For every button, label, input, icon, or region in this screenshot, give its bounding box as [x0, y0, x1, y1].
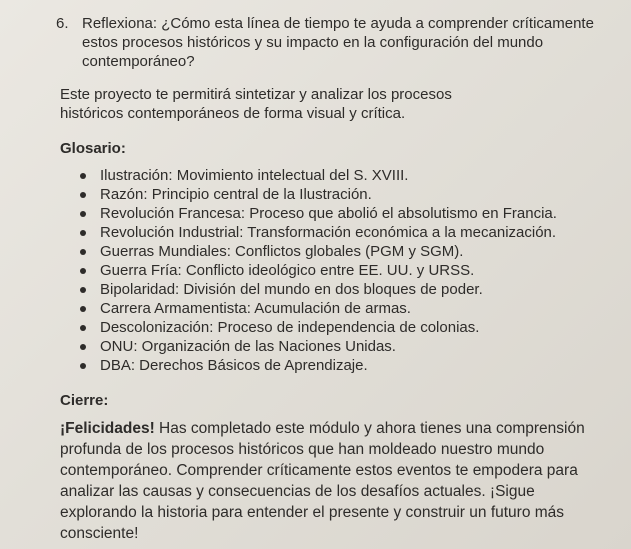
- question-text: Reflexiona: ¿Cómo esta línea de tiempo te ayuda a comprender críticamente estos procesos históricos y su impacto en la configuración del mundo contemporáneo?: [82, 15, 594, 70]
- bullet-icon: [80, 363, 86, 369]
- glossary-item: Revolución Industrial: Transformación económica a la mecanización.: [92, 223, 611, 242]
- glossary-item: Guerra Fría: Conflicto ideológico entre EE. UU. y URSS.: [92, 261, 611, 280]
- glossary-list: [56, 166, 611, 375]
- bullet-icon: [80, 249, 86, 255]
- glossary-item: Ilustración: Movimiento intelectual del S. XVIII.: [92, 166, 611, 185]
- bullet-icon: [80, 211, 86, 217]
- glossary-item: Razón: Principio central de la Ilustración.: [92, 185, 611, 204]
- glossary-item: DBA: Derechos Básicos de Aprendizaje.: [92, 356, 611, 375]
- question-number: 6.: [56, 15, 69, 32]
- bullet-icon: [80, 287, 86, 293]
- glossary-heading: Glosario:: [60, 140, 126, 157]
- closing-paragraph: [60, 418, 600, 544]
- bullet-icon: [80, 325, 86, 331]
- bullet-icon: [80, 306, 86, 312]
- bullet-icon: [80, 230, 86, 236]
- bullet-icon: [80, 268, 86, 274]
- closing-text: Has completado este módulo y ahora tienes una comprensión profunda de los procesos históricos que han moldeado nuestro mundo contemporáneo. Comprender críticamente estos eventos te empodera para analizar las causas y consecuencias de los desafíos actuales. ¡Sigue explorando la historia para entender el presente y construir un futuro más consciente!: [60, 420, 585, 542]
- bullet-icon: [80, 344, 86, 350]
- glossary-item: Descolonización: Proceso de independencia de colonias.: [92, 318, 611, 337]
- glossary-item: Revolución Francesa: Proceso que abolió el absolutismo en Francia.: [92, 204, 611, 223]
- glossary-item: ONU: Organización de las Naciones Unidas.: [92, 337, 611, 356]
- bullet-icon: [80, 192, 86, 198]
- bullet-icon: [80, 173, 86, 179]
- glossary-item: Guerras Mundiales: Conflictos globales (PGM y SGM).: [92, 242, 611, 261]
- glossary-item: Bipolaridad: División del mundo en dos bloques de poder.: [92, 280, 611, 299]
- question-6: [56, 14, 611, 71]
- closing-heading: Cierre:: [60, 392, 109, 409]
- intro-paragraph: Este proyecto te permitirá sintetizar y analizar los procesos históricos contemporáneos de forma visual y crítica.: [60, 86, 452, 122]
- glossary-item: Carrera Armamentista: Acumulación de armas.: [92, 299, 611, 318]
- closing-exclamation: ¡Felicidades!: [60, 420, 155, 437]
